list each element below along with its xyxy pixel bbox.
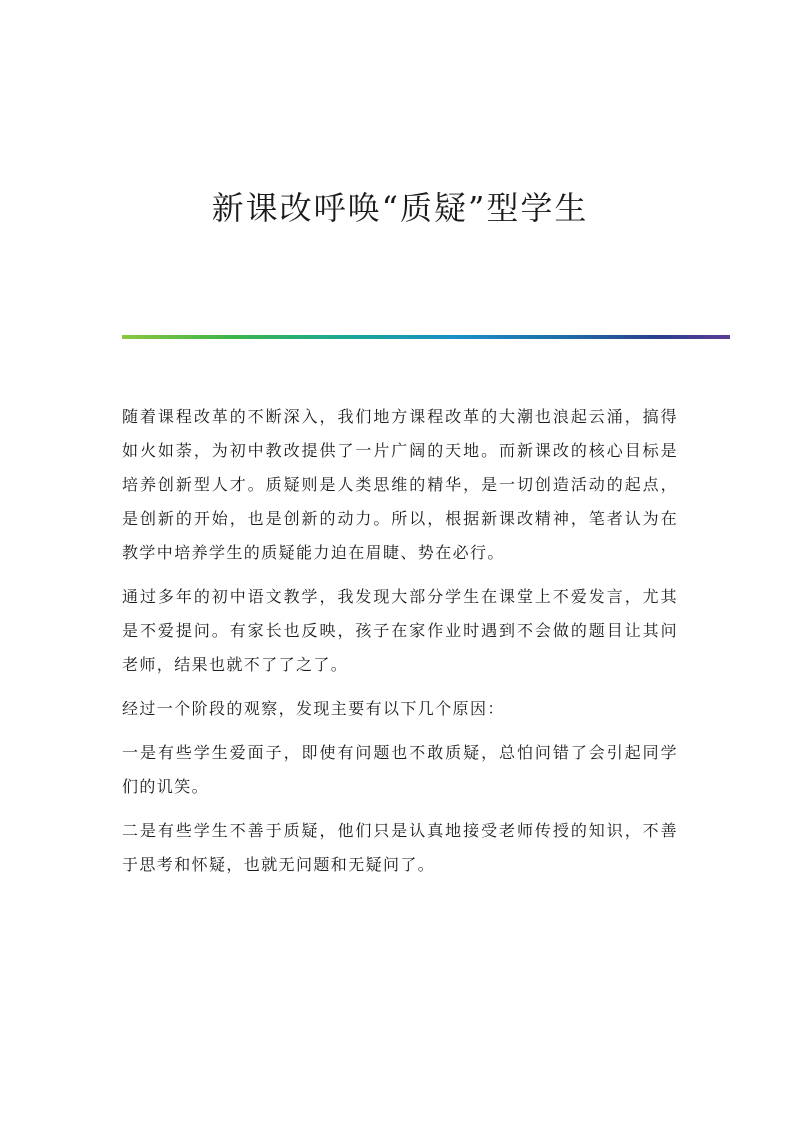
- paragraph: 通过多年的初中语文教学，我发现大部分学生在课堂上不爱发言，尤其是不爱提问。有家长也反映，孩子在家作业时遇到不会做的题目让其问老师，结果也就不了了之了。: [122, 587, 678, 674]
- title-divider: [122, 335, 730, 339]
- paragraph: 随着课程改革的不断深入，我们地方课程改革的大潮也浪起云涌，搞得如火如荼，为初中教改提供了一片广阔的天地。而新课改的核心目标是培养创新型人才。质疑则是人类思维的精华，是一切创造活动的起点，是创新的开始，也是创新的动力。所以，根据新课改精神，笔者认为在教学中培养学生的质疑能力迫在眉睫、势在必行。: [122, 407, 678, 562]
- paragraph: 一是有些学生爱面子，即使有问题也不敢质疑，总怕问错了会引起同学们的讥笑。: [122, 743, 678, 796]
- document-title: 新课改呼唤“质疑”型学生: [211, 189, 589, 227]
- paragraph: 经过一个阶段的观察，发现主要有以下几个原因：: [122, 699, 505, 718]
- document-body: [122, 400, 678, 892]
- paragraph: 二是有些学生不善于质疑，他们只是认真地接受老师传授的知识，不善于思考和怀疑，也就无问题和无疑问了。: [122, 821, 678, 874]
